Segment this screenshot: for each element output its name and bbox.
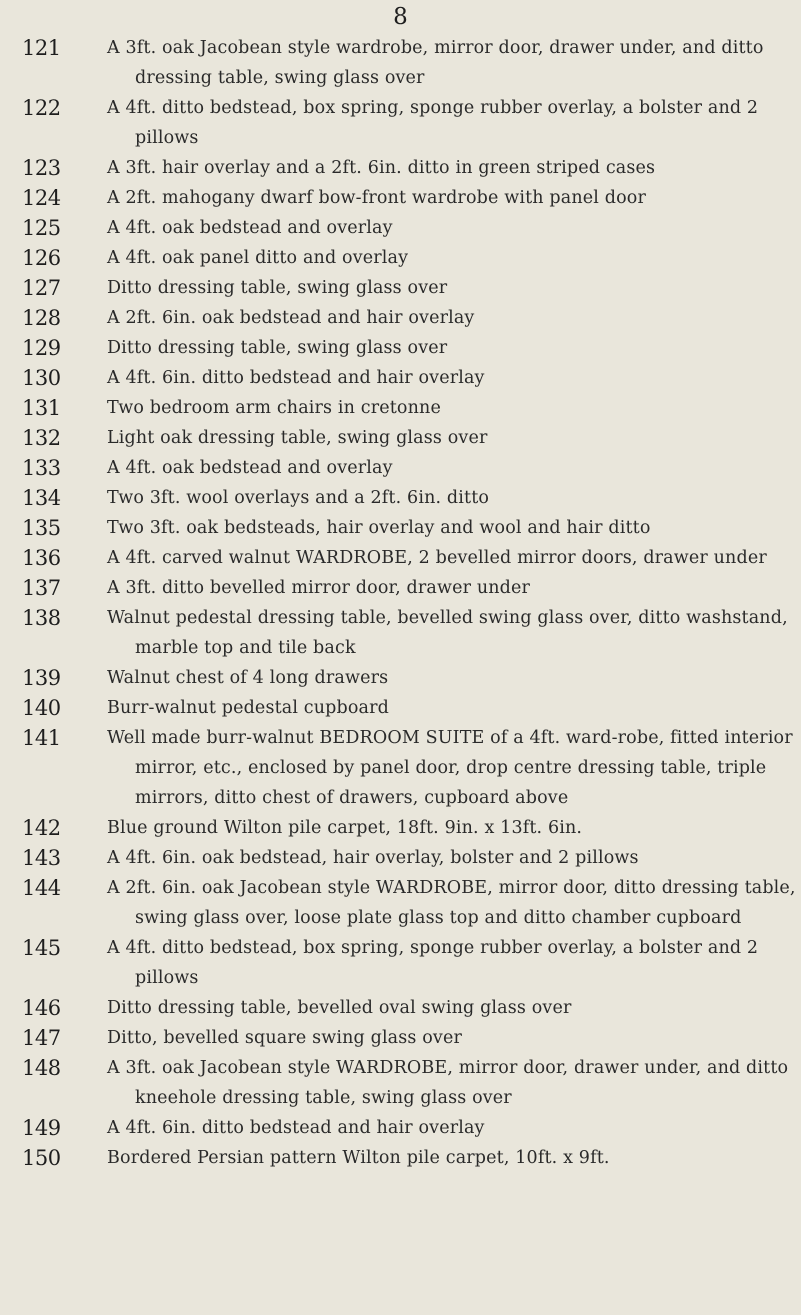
lot-description: A 4ft. 6in. oak bedstead, hair overlay, bolster and 2 pillows [107, 848, 639, 868]
lot-number: 128 [22, 306, 61, 330]
lot-description: Walnut pedestal dressing table, bevelled swing glass over, ditto washstand, marble top and tile back [107, 608, 788, 658]
lot-entry [0, 303, 801, 333]
lot-entry [0, 483, 801, 513]
lot-description: Burr-walnut pedestal cupboard [107, 698, 390, 718]
lot-description: A 2ft. 6in. oak bedstead and hair overlay [107, 308, 475, 328]
lot-number: 145 [22, 936, 61, 960]
lot-entry [0, 513, 801, 543]
lot-description: A 2ft. mahogany dwarf bow-front wardrobe with panel door [107, 188, 646, 208]
lot-number: 126 [22, 246, 61, 270]
lot-description: Light oak dressing table, swing glass over [107, 428, 488, 448]
lot-entry [0, 843, 801, 873]
lot-number: 134 [22, 486, 61, 510]
lot-number: 150 [22, 1146, 61, 1170]
lot-number: 143 [22, 846, 61, 870]
lot-number: 147 [22, 1026, 61, 1050]
lot-entry [0, 873, 801, 933]
lot-entry [0, 183, 801, 213]
lot-number: 132 [22, 426, 61, 450]
lot-number: 139 [22, 666, 61, 690]
lot-number: 138 [22, 606, 61, 630]
lot-number: 123 [22, 156, 61, 180]
lot-entry [0, 1053, 801, 1113]
lot-description: Ditto dressing table, bevelled oval swing glass over [107, 998, 572, 1018]
lot-number: 140 [22, 696, 61, 720]
lot-description: Ditto dressing table, swing glass over [107, 278, 448, 298]
lot-description: A 4ft. 6in. ditto bedstead and hair overlay [107, 1118, 485, 1138]
lot-description: A 4ft. oak bedstead and overlay [107, 458, 393, 478]
lot-description: A 4ft. oak panel ditto and overlay [107, 248, 409, 268]
lot-number: 149 [22, 1116, 61, 1140]
lot-entry [0, 663, 801, 693]
lot-description: Walnut chest of 4 long drawers [107, 668, 389, 688]
lot-description: A 4ft. 6in. ditto bedstead and hair overlay [107, 368, 485, 388]
lot-number: 136 [22, 546, 61, 570]
lot-number: 141 [22, 726, 61, 750]
lot-description: Two bedroom arm chairs in cretonne [107, 398, 441, 418]
lot-description: Blue ground Wilton pile carpet, 18ft. 9in. x 13ft. 6in. [107, 818, 583, 838]
lot-entry [0, 153, 801, 183]
lot-entry [0, 813, 801, 843]
page-number: 8 [393, 4, 408, 30]
lot-description: Two 3ft. wool overlays and a 2ft. 6in. ditto [107, 488, 490, 508]
lot-entry [0, 393, 801, 423]
lot-entry [0, 1023, 801, 1053]
lot-number: 127 [22, 276, 61, 300]
lot-entry [0, 543, 801, 573]
lot-number: 122 [22, 96, 61, 120]
lot-description: A 3ft. oak Jacobean style wardrobe, mirror door, drawer under, and ditto dressing table, swing glass over [107, 38, 764, 88]
lot-entry [0, 93, 801, 153]
lot-entry [0, 333, 801, 363]
lot-description: Well made burr-walnut BEDROOM SUITE of a 4ft. ward-robe, fitted interior mirror, etc., enclosed by panel door, drop centre dressing table, triple mirrors, ditto chest of drawers, cupboard above [107, 728, 793, 808]
lot-number: 135 [22, 516, 61, 540]
lot-entry [0, 363, 801, 393]
lot-description: A 3ft. hair overlay and a 2ft. 6in. ditto in green striped cases [107, 158, 656, 178]
lot-description: A 3ft. oak Jacobean style WARDROBE, mirror door, drawer under, and ditto kneehole dressing table, swing glass over [107, 1058, 789, 1108]
lot-number: 130 [22, 366, 61, 390]
lot-number: 148 [22, 1056, 61, 1080]
lot-entry [0, 243, 801, 273]
lot-list [0, 33, 801, 1173]
lot-number: 133 [22, 456, 61, 480]
lot-description: A 4ft. oak bedstead and overlay [107, 218, 393, 238]
lot-description: Two 3ft. oak bedsteads, hair overlay and wool and hair ditto [107, 518, 651, 538]
lot-number: 144 [22, 876, 61, 900]
lot-description: Ditto dressing table, swing glass over [107, 338, 448, 358]
lot-description: A 4ft. ditto bedstead, box spring, sponge rubber overlay, a bolster and 2 pillows [107, 98, 759, 148]
lot-number: 146 [22, 996, 61, 1020]
lot-description: A 4ft. ditto bedstead, box spring, sponge rubber overlay, a bolster and 2 pillows [107, 938, 759, 988]
lot-entry [0, 933, 801, 993]
lot-number: 121 [22, 36, 61, 60]
lot-number: 124 [22, 186, 61, 210]
lot-description: Bordered Persian pattern Wilton pile carpet, 10ft. x 9ft. [107, 1148, 610, 1168]
lot-number: 142 [22, 816, 61, 840]
lot-entry [0, 603, 801, 663]
lot-entry [0, 213, 801, 243]
lot-number: 131 [22, 396, 61, 420]
lot-entry [0, 1143, 801, 1173]
lot-entry [0, 693, 801, 723]
lot-entry [0, 573, 801, 603]
lot-entry [0, 33, 801, 93]
lot-number: 137 [22, 576, 61, 600]
lot-entry [0, 273, 801, 303]
lot-description: A 2ft. 6in. oak Jacobean style WARDROBE, mirror door, ditto dressing table, swing glass over, loose plate glass top and ditto chamber cupboard [107, 878, 796, 928]
lot-description: A 3ft. ditto bevelled mirror door, drawer under [107, 578, 531, 598]
lot-number: 125 [22, 216, 61, 240]
lot-entry [0, 993, 801, 1023]
lot-entry [0, 453, 801, 483]
lot-entry [0, 423, 801, 453]
lot-entry [0, 723, 801, 813]
lot-description: A 4ft. carved walnut WARDROBE, 2 bevelled mirror doors, drawer under [107, 548, 767, 568]
lot-number: 129 [22, 336, 61, 360]
lot-entry [0, 1113, 801, 1143]
lot-description: Ditto, bevelled square swing glass over [107, 1028, 462, 1048]
